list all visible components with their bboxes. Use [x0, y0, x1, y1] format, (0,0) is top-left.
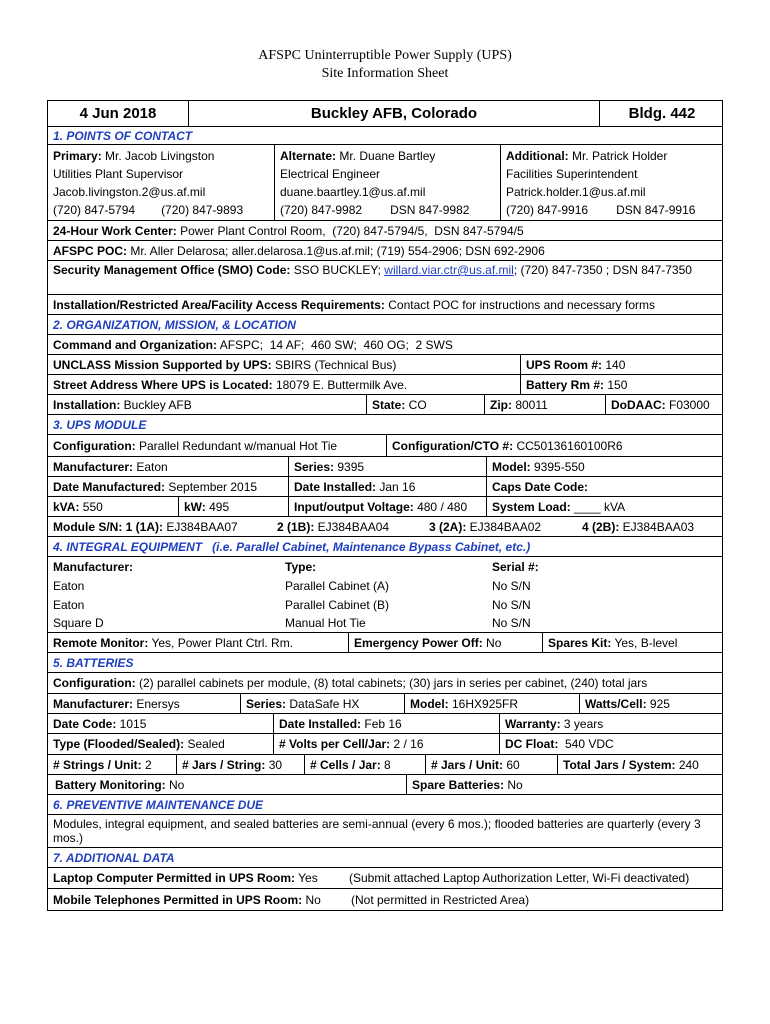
primary-label: Primary:	[53, 149, 102, 163]
col-serial: Serial #:	[492, 560, 539, 574]
date-mfr-label: Date Manufactured:	[53, 479, 166, 494]
phone-row	[48, 889, 722, 910]
ups-model-label: Model:	[492, 459, 531, 474]
sn3-value: EJ384BAA02	[466, 519, 542, 534]
equipment-mfr: Eaton	[53, 579, 85, 593]
battery-config-value: (2) parallel cabinets per module, (8) total cabinets; (30) jars in series per cabinet, (240) total jars	[135, 676, 648, 690]
jars-unit-value: 60	[503, 757, 520, 772]
sn4-label: 4 (2B):	[582, 519, 620, 534]
kva-label: kVA:	[53, 499, 80, 514]
date-mfr-value: September 2015	[165, 479, 258, 494]
title-line-2: Site Information Sheet	[321, 66, 449, 81]
primary-email: Jacob.livingston.2@us.af.mil	[53, 185, 206, 199]
ups-room-label: UPS Room #:	[526, 357, 603, 372]
header-building: Bldg. 442	[599, 101, 724, 126]
ups-series-label: Series:	[294, 459, 335, 474]
section-title: 4. INTEGRAL EQUIPMENT (i.e. Parallel Cabinet, Maintenance Bypass Cabinet, etc.)	[53, 539, 531, 554]
additional-dsn: DSN 847-9916	[616, 203, 696, 217]
zip-label: Zip:	[490, 397, 512, 412]
street-value: 18079 E. Buttermilk Ave.	[272, 377, 408, 392]
access-value: Contact POC for instructions and necessary forms	[384, 297, 656, 312]
laptop-row	[48, 868, 722, 889]
module-sn-row	[48, 517, 722, 537]
smo-value-2: ; (720) 847-7350 ; DSN 847-7350	[513, 263, 692, 277]
street-label: Street Address Where UPS is Located:	[53, 377, 273, 392]
section-title: 3. UPS MODULE	[53, 417, 147, 432]
primary-phone-2: (720) 847-9893	[161, 203, 244, 217]
battery-room-label: Battery Rm #:	[526, 377, 605, 392]
epo-label: Emergency Power Off:	[354, 635, 483, 650]
battery-series-label: Series:	[246, 696, 287, 711]
street-row	[48, 375, 722, 395]
state-value: CO	[405, 397, 427, 412]
state-label: State:	[372, 397, 406, 412]
warranty-value: 3 years	[560, 716, 604, 731]
alternate-role: Electrical Engineer	[280, 167, 381, 181]
ups-date-installed-label: Date Installed:	[294, 479, 377, 494]
smo-row	[48, 261, 722, 295]
additional-contact	[500, 145, 724, 220]
ups-date-installed-value: Jan 16	[376, 479, 416, 494]
equipment-serial: No S/N	[492, 598, 531, 612]
header-date: 4 Jun 2018	[79, 105, 157, 122]
watts-cell-label: Watts/Cell:	[585, 696, 647, 711]
title-line-1: AFSPC Uninterruptible Power Supply (UPS)	[258, 48, 512, 63]
work-center-row	[48, 221, 722, 241]
battery-counts-row	[48, 755, 722, 775]
equipment-type: Manual Hot Tie	[285, 616, 366, 630]
sn2-value: EJ384BAA04	[314, 519, 390, 534]
ups-date-row	[48, 477, 722, 497]
smo-email-link[interactable]: willard.viar.ctr@us.af.mil	[384, 263, 514, 277]
epo-value: No	[482, 635, 502, 650]
sn1-value: EJ384BAA07	[163, 519, 238, 534]
sn1-label: Module S/N: 1 (1A):	[53, 519, 163, 534]
battery-date-installed-label: Date Installed:	[279, 716, 362, 731]
equipment-serial: No S/N	[492, 616, 531, 630]
col-manufacturer: Manufacturer:	[53, 560, 134, 574]
battery-type-row	[48, 734, 722, 755]
command-row	[48, 335, 722, 355]
alternate-name: Mr. Duane Bartley	[336, 149, 436, 163]
spares-kit-label: Spares Kit:	[548, 635, 612, 650]
battery-model-label: Model:	[410, 696, 449, 711]
battery-date-row	[48, 714, 722, 734]
section-3-header	[48, 415, 722, 435]
monitor-row	[48, 633, 722, 653]
ups-power-row	[48, 497, 722, 517]
section-5-header	[48, 653, 722, 673]
total-jars-value: 240	[675, 757, 699, 772]
caps-date-label: Caps Date Code:	[492, 479, 589, 494]
alternate-phone: (720) 847-9982	[280, 203, 363, 217]
col-type: Type:	[285, 560, 317, 574]
jars-string-label: # Jars / String:	[182, 757, 266, 772]
dc-float-value: 540 VDC	[558, 737, 614, 751]
additional-phone: (720) 847-9916	[506, 203, 589, 217]
phone-value: No	[302, 892, 321, 907]
battery-monitoring-label: Battery Monitoring:	[55, 777, 166, 792]
sn3-label: 3 (2A):	[429, 519, 467, 534]
section-title: 6. PREVENTIVE MAINTENANCE DUE	[53, 797, 264, 812]
total-jars-label: Total Jars / System:	[563, 757, 676, 772]
battery-config-row	[48, 673, 722, 694]
additional-name: Mr. Patrick Holder	[568, 149, 668, 163]
battery-model-value: 16HX925FR	[448, 696, 519, 711]
command-value: AFSPC; 14 AF; 460 SW; 460 OG; 2 SWS	[217, 337, 453, 352]
ups-config-row	[48, 435, 722, 457]
mission-value: SBIRS (Technical Bus)	[271, 357, 397, 372]
section-7-header	[48, 848, 722, 868]
battery-mfr-row	[48, 694, 722, 714]
primary-phone-1: (720) 847-5794	[53, 203, 136, 217]
command-label: Command and Organization:	[53, 337, 218, 352]
equipment-type: Parallel Cabinet (A)	[285, 579, 390, 593]
contacts-row	[48, 145, 722, 221]
equipment-serial: No S/N	[492, 579, 531, 593]
volts-cell-value: 2 / 16	[390, 737, 424, 751]
dodaac-value: F03000	[665, 397, 710, 412]
afspc-poc-label: AFSPC POC:	[53, 243, 128, 258]
battery-date-installed-value: Feb 16	[361, 716, 402, 731]
sn2-label: 2 (1B):	[277, 519, 315, 534]
maintenance-text: Modules, integral equipment, and sealed batteries are semi-annual (every 6 mos.); flooded batteries are quarterly (every 3 mos.)	[53, 817, 701, 845]
kva-value: 550	[79, 499, 103, 514]
alternate-dsn: DSN 847-9982	[390, 203, 470, 217]
date-code-label: Date Code:	[53, 716, 117, 731]
mission-label: UNCLASS Mission Supported by UPS:	[53, 357, 272, 372]
ups-config-label: Configuration:	[53, 438, 136, 453]
strings-value: 2	[141, 757, 152, 772]
date-code-value: 1015	[116, 716, 147, 731]
watts-cell-value: 925	[646, 696, 670, 711]
additional-label: Additional:	[506, 149, 569, 163]
ups-config-value: Parallel Redundant w/manual Hot Tie	[135, 438, 338, 453]
zip-value: 80011	[512, 397, 548, 412]
section-4-header	[48, 537, 722, 557]
installation-label: Installation:	[53, 397, 121, 412]
io-voltage-value: 480 / 480	[413, 499, 468, 514]
alternate-contact	[274, 145, 500, 220]
ups-room-value: 140	[602, 357, 626, 372]
sn4-value: EJ384BAA03	[619, 519, 695, 534]
document-title	[0, 47, 770, 83]
work-center-value: Power Plant Control Room, (720) 847-5794/5, DSN 847-5794/5	[176, 223, 524, 238]
jars-string-value: 30	[265, 757, 283, 772]
equipment-mfr: Square D	[53, 616, 104, 630]
kw-label: kW:	[184, 499, 206, 514]
spare-batteries-value: No	[504, 777, 523, 792]
spares-kit-value: Yes, B-level	[611, 635, 678, 650]
work-center-label: 24-Hour Work Center:	[53, 223, 177, 238]
additional-role: Facilities Superintendent	[506, 167, 638, 181]
section-title: 2. ORGANIZATION, MISSION, & LOCATION	[53, 317, 296, 332]
section-2-header	[48, 315, 722, 335]
mission-row	[48, 355, 722, 375]
equipment-type: Parallel Cabinet (B)	[285, 598, 390, 612]
cells-jar-value: 8	[380, 757, 391, 772]
equipment-mfr: Eaton	[53, 598, 85, 612]
dodaac-label: DoDAAC:	[611, 397, 666, 412]
phone-label: Mobile Telephones Permitted in UPS Room:	[53, 892, 303, 907]
section-title: 7. ADDITIONAL DATA	[53, 850, 175, 865]
installation-value: Buckley AFB	[120, 397, 192, 412]
cto-value: CC50136160100R6	[513, 438, 623, 453]
access-row	[48, 295, 722, 315]
section-6-header	[48, 795, 722, 815]
battery-type-label: Type (Flooded/Sealed):	[53, 737, 185, 751]
smo-label: Security Management Office (SMO) Code:	[53, 263, 291, 277]
kw-value: 495	[205, 499, 230, 514]
battery-room-value: 150	[604, 377, 628, 392]
primary-contact	[48, 145, 274, 220]
remote-monitor-value: Yes, Power Plant Ctrl. Rm.	[148, 635, 294, 650]
warranty-label: Warranty:	[505, 716, 561, 731]
ups-model-value: 9395-550	[530, 459, 585, 474]
primary-name: Mr. Jacob Livingston	[101, 149, 215, 163]
system-load-value: ____ kVA	[570, 499, 626, 514]
maintenance-row	[48, 815, 722, 848]
strings-label: # Strings / Unit:	[53, 757, 142, 772]
phone-note: (Not permitted in Restricted Area)	[351, 892, 530, 907]
afspc-poc-row	[48, 241, 722, 261]
laptop-note: (Submit attached Laptop Authorization Letter, Wi-Fi deactivated)	[349, 871, 690, 885]
header-row	[48, 101, 722, 127]
system-load-label: System Load:	[492, 499, 571, 514]
ups-series-value: 9395	[334, 459, 365, 474]
access-label: Installation/Restricted Area/Facility Access Requirements:	[53, 297, 385, 312]
remote-monitor-label: Remote Monitor:	[53, 635, 149, 650]
volts-cell-label: # Volts per Cell/Jar:	[279, 737, 391, 751]
section-title: 1. POINTS OF CONTACT	[53, 128, 193, 143]
laptop-value: Yes	[295, 871, 318, 885]
battery-mfr-value: Enersys	[133, 696, 180, 711]
alternate-email: duane.baartley.1@us.af.mil	[280, 185, 426, 199]
smo-value-1: SSO BUCKLEY;	[290, 263, 385, 277]
header-location: Buckley AFB, Colorado	[188, 101, 599, 126]
additional-email: Patrick.holder.1@us.af.mil	[506, 185, 646, 199]
afspc-poc-value: Mr. Aller Delarosa; aller.delarosa.1@us.af.mil; (719) 554-2906; DSN 692-2906	[127, 243, 545, 258]
battery-monitoring-value: No	[165, 777, 185, 792]
site-info-table	[47, 100, 723, 911]
battery-config-label: Configuration:	[53, 676, 136, 690]
laptop-label: Laptop Computer Permitted in UPS Room:	[53, 871, 296, 885]
dc-float-label: DC Float:	[505, 737, 559, 751]
ups-mfr-row	[48, 457, 722, 477]
equipment-list	[48, 557, 722, 633]
primary-role: Utilities Plant Supervisor	[53, 167, 184, 181]
ups-mfr-value: Eaton	[133, 459, 168, 474]
battery-type-value: Sealed	[184, 737, 225, 751]
jars-unit-label: # Jars / Unit:	[431, 757, 504, 772]
cells-jar-label: # Cells / Jar:	[310, 757, 381, 772]
battery-mfr-label: Manufacturer:	[53, 696, 134, 711]
spare-batteries-label: Spare Batteries:	[412, 777, 505, 792]
installation-row	[48, 395, 722, 415]
section-1-header	[48, 127, 722, 145]
cto-label: Configuration/CTO #:	[392, 438, 514, 453]
section-title: 5. BATTERIES	[53, 655, 134, 670]
battery-series-value: DataSafe HX	[286, 696, 360, 711]
io-voltage-label: Input/output Voltage:	[294, 499, 414, 514]
ups-mfr-label: Manufacturer:	[53, 459, 134, 474]
alternate-label: Alternate:	[280, 149, 337, 163]
battery-monitoring-row	[48, 775, 722, 795]
